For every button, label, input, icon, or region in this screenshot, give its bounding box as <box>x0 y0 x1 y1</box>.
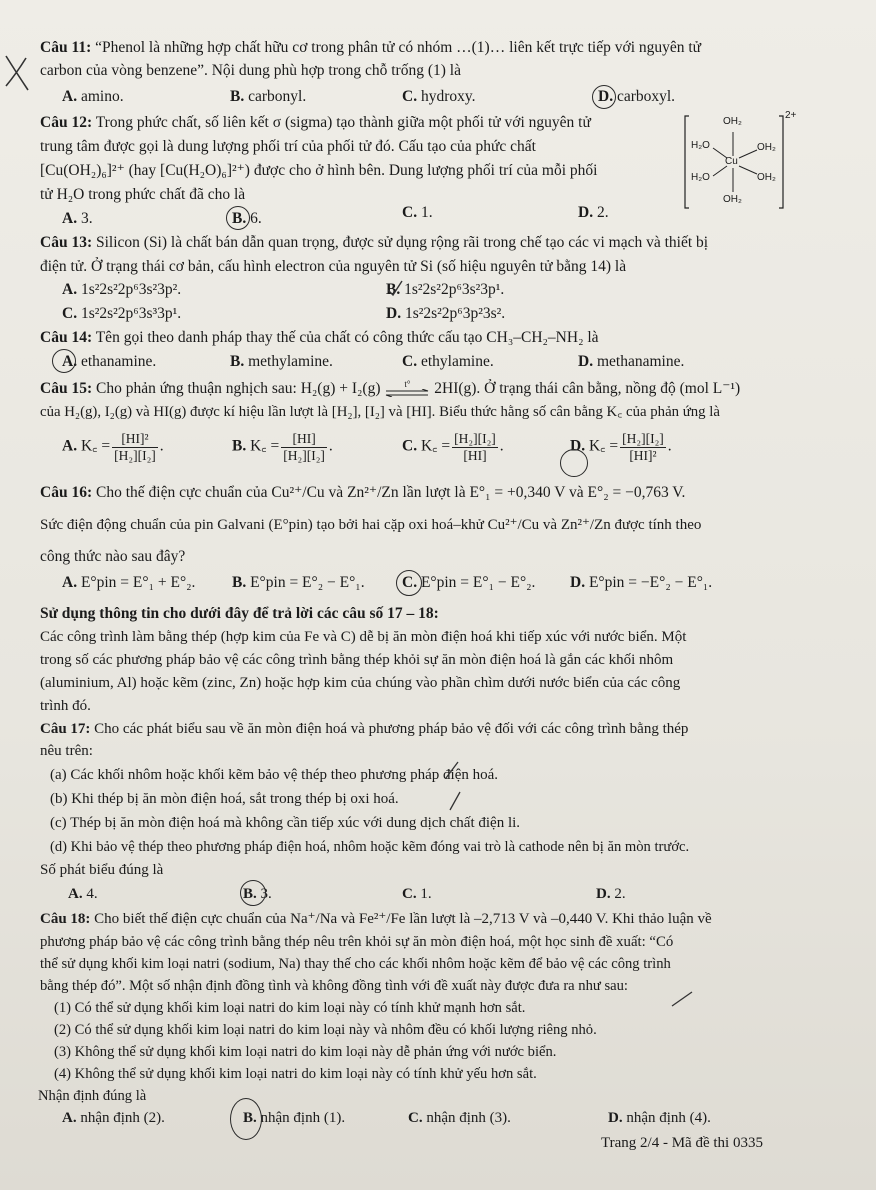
page-footer: Trang 2/4 - Mã đề thi 0335 <box>601 1135 763 1151</box>
q18-option-d[interactable]: D. nhận định (4). <box>608 1110 711 1126</box>
q18-ask: Nhận định đúng là <box>38 1088 147 1104</box>
q17-ask: Số phát biểu đúng là <box>40 862 164 878</box>
q18-option-c[interactable]: C. nhận định (3). <box>408 1110 511 1126</box>
passage-heading: Sử dụng thông tin cho dưới đây để trả lời các câu số 17 – 18: <box>40 605 439 622</box>
ligand-label: OH₂ <box>757 142 776 153</box>
answer-circle-mark <box>52 349 76 373</box>
q12-option-d[interactable]: D. 2. <box>578 204 609 221</box>
q18-line2: phương pháp bảo vệ các công trình bằng thép nêu trên khỏi sự ăn mòn điện hoá, một học sinh đề xuất: “Có <box>40 934 674 950</box>
q15-option-d[interactable]: D. K꜀ = $\frac{\text{[H₂][I₂]}}{\text{[HI]²}}$ . <box>570 431 672 463</box>
q15-line2: của H₂(g), I₂(g) và HI(g) được kí hiệu lần lượt là [H₂], [I₂] và [HI]. Biểu thức hằng số cân bằng K꜀ của phản ứng là <box>40 404 720 420</box>
q18-statement-3: (3) Không thể sử dụng khối kim loại natri do kim loại này dễ phản ứng với nước biển. <box>54 1044 557 1060</box>
answer-circle-mark <box>226 206 250 230</box>
q15-option-a[interactable]: A. K꜀ = $\frac{\text{[HI]²}}{\text{[H₂][I₂]}}$ . <box>62 431 164 463</box>
q15-option-c[interactable]: C. K꜀ = $\frac{\text{[H₂][I₂]}}{[HI]}$ . <box>402 431 504 463</box>
q17-option-c[interactable]: C. 1. <box>402 886 432 902</box>
q14-option-d[interactable]: D. methanamine. <box>578 353 685 370</box>
q18-option-b[interactable]: B. nhận định (1). <box>243 1110 346 1126</box>
metal-center-label: Cu <box>725 156 738 167</box>
q16-option-d[interactable]: D. E°pin = −E°₂ − E°₁. <box>570 574 713 591</box>
pen-tick-mark <box>670 990 694 1008</box>
passage-line4: trình đó. <box>40 698 91 714</box>
q18-statement-1: (1) Có thể sử dụng khối kim loại natri do kim loại này có tính khử mạnh hơn sắt. <box>54 1000 526 1016</box>
q16-option-c[interactable]: C. E°pin = E°₁ − E°₂. <box>402 574 536 591</box>
pen-tick-mark <box>386 278 406 298</box>
q18-option-a[interactable]: A. nhận định (2). <box>62 1110 165 1126</box>
answer-circle-mark <box>230 1098 262 1140</box>
q18-line1: Câu 18: Cho biết thế điện cực chuẩn của Na⁺/Na và Fe²⁺/Fe lần lượt là –2,713 V và –0,440 V. Khi thảo luận về <box>40 911 712 927</box>
q11-option-b[interactable]: B. carbonyl. <box>230 88 307 105</box>
q12-option-b[interactable]: B. 6. <box>232 210 262 227</box>
passage-line2: trong số các phương pháp bảo vệ các công trình bằng thép khỏi sự ăn mòn điện hoá là gắn các khối nhôm <box>40 652 674 668</box>
q14-line1: Câu 14: Tên gọi theo danh pháp thay thế của chất có công thức cấu tạo CH₃–CH₂–NH₂ là <box>40 329 599 346</box>
q12-option-c[interactable]: C. 1. <box>402 204 433 221</box>
q14-option-b[interactable]: B. methylamine. <box>230 353 333 370</box>
q17-option-b[interactable]: B. 3. <box>243 886 272 902</box>
q11-label: Câu 11: <box>40 39 92 56</box>
ligand-label: H₂O <box>691 172 710 183</box>
q12-option-a[interactable]: A. 3. <box>62 210 93 227</box>
q12-line4: tử H₂O trong phức chất đã cho là <box>40 186 246 203</box>
q13-option-b[interactable]: B. 1s²2s²2p⁶3s²3p¹. <box>386 281 505 298</box>
passage-line3: (aluminium, Al) hoặc kẽm (zinc, Zn) hoặc hợp kim của chúng vào phần chìm dưới nước biển của các công <box>40 675 681 691</box>
answer-circle-mark <box>560 449 588 477</box>
q16-line2: Sức điện động chuẩn của pin Galvani (E°pin) tạo bởi hai cặp oxi hoá–khử Cu²⁺/Cu và Zn²⁺/Zn được tính theo <box>40 517 702 533</box>
q17-statement-c: (c) Thép bị ăn mòn điện hoá mà không cần tiếp xúc với dung dịch chất điện li. <box>50 815 521 831</box>
q11-line2: carbon của vòng benzene”. Nội dung phù hợp trong chỗ trống (1) là <box>40 62 461 79</box>
q18-line4: bằng thép đó”. Một số nhận định đồng tình và không đồng tình với đề xuất này được đưa ra như sau: <box>40 978 628 994</box>
q17-statement-a: (a) Các khối nhôm hoặc khối kẽm bảo vệ thép theo phương pháp điện hoá. <box>50 767 499 783</box>
q17-line1: Câu 17: Cho các phát biểu sau về ăn mòn điện hoá và phương pháp bảo vệ đối với các công trình bằng thép <box>40 721 689 737</box>
q13-option-c[interactable]: C. 1s²2s²2p⁶3s³3p¹. <box>62 305 182 322</box>
q14-option-c[interactable]: C. ethylamine. <box>402 353 494 370</box>
q17-option-d[interactable]: D. 2. <box>596 886 626 902</box>
q17-statement-b: (b) Khi thép bị ăn mòn điện hoá, sắt trong thép bị oxi hoá. <box>50 791 399 807</box>
q17-option-a[interactable]: A. 4. <box>68 886 98 902</box>
q16-option-b[interactable]: B. E°pin = E°₂ − E°₁. <box>232 574 365 591</box>
q16-option-a[interactable]: A. E°pin = E°₁ + E°₂. <box>62 574 196 591</box>
pen-tick-mark <box>444 758 464 814</box>
q16-line1: Câu 16: Cho thế điện cực chuẩn của Cu²⁺/Cu và Zn²⁺/Zn lần lượt là E°₁ = +0,340 V và E°₂ = −0,763 V. <box>40 484 686 501</box>
q13-line1: Câu 13: Silicon (Si) là chất bán dẫn quan trọng, được sử dụng rộng rãi trong chế tạo các vi mạch và thiết bị <box>40 234 709 251</box>
q12-line2: trung tâm được gọi là dung lượng phối trí của phối tử đó. Cấu tạo của phức chất <box>40 138 536 155</box>
answer-circle-mark <box>396 570 422 596</box>
q18-line3: thể sử dụng khối kim loại natri (sodium, Na) thay thế cho các khối nhôm hoặc kẽm để bảo vệ các công trình <box>40 956 671 972</box>
q16-line3: công thức nào sau đây? <box>40 548 186 565</box>
q11-option-d[interactable]: D. carboxyl. <box>598 88 676 105</box>
q13-line2: điện tử. Ở trạng thái cơ bản, cấu hình electron của nguyên tử Si (số hiệu nguyên tử bằng 14) là <box>40 258 627 275</box>
q15-line1: Câu 15: Cho phản ứng thuận nghịch sau: H₂(g) + I₂(g) t° 2HI(g). Ở trạng thái cân bằng, nồng độ (mol L⁻¹) <box>40 379 741 397</box>
q17-line2: nêu trên: <box>40 743 93 759</box>
ligand-label: H₂O <box>691 140 710 151</box>
q13-option-d[interactable]: D. 1s²2s²2p⁶3p²3s². <box>386 305 506 322</box>
passage-line1: Các công trình làm bằng thép (hợp kim của Fe và C) dễ bị ăn mòn điện hoá khi tiếp xúc với nước biển. Một <box>40 629 687 645</box>
q18-statement-2: (2) Có thể sử dụng khối kim loại natri do kim loại này và nhôm đều có khối lượng riêng nhỏ. <box>54 1022 597 1038</box>
q15-option-b[interactable]: B. K꜀ = $\frac{[HI]}{\text{[H₂][I₂]}}$ . <box>232 431 333 463</box>
q11-option-c[interactable]: C. hydroxy. <box>402 88 476 105</box>
q12-line3: [Cu(OH₂)₆]²⁺ (hay [Cu(H₂O)₆]²⁺) được cho ở hình bên. Dung lượng phối trí của mỗi phối <box>40 162 598 179</box>
answer-circle-mark <box>592 85 616 109</box>
q17-statement-d: (d) Khi bảo vệ thép theo phương pháp điện hoá, nhôm hoặc kẽm đóng vai trò là cathode nên bị ăn mòn trước. <box>50 839 690 855</box>
pen-cross-mark <box>2 52 32 94</box>
ligand-label: OH₂ <box>723 194 742 205</box>
q14-option-a[interactable]: A. ethanamine. <box>62 353 157 370</box>
ligand-label: OH₂ <box>757 172 776 183</box>
equilibrium-arrow: t° <box>384 380 430 397</box>
q12-line1: Câu 12: Trong phức chất, số liên kết σ (sigma) tạo thành giữa một phối tử với nguyên tử <box>40 114 591 131</box>
copper-complex-structure <box>683 112 797 212</box>
q13-option-a[interactable]: A. 1s²2s²2p⁶3s²3p². <box>62 281 182 298</box>
q11-line1: Câu 11: “Phenol là những hợp chất hữu cơ trong phân tử có nhóm …(1)… liên kết trực tiếp với nguyên tử <box>40 39 702 56</box>
q18-statement-4: (4) Không thể sử dụng khối kim loại natri do kim loại này có tính khử yếu hơn sắt. <box>54 1066 537 1082</box>
answer-circle-mark <box>240 880 266 906</box>
charge-label: 2+ <box>785 110 797 121</box>
q11-option-a[interactable]: A. amino. <box>62 88 124 105</box>
ligand-label: OH₂ <box>723 116 742 127</box>
